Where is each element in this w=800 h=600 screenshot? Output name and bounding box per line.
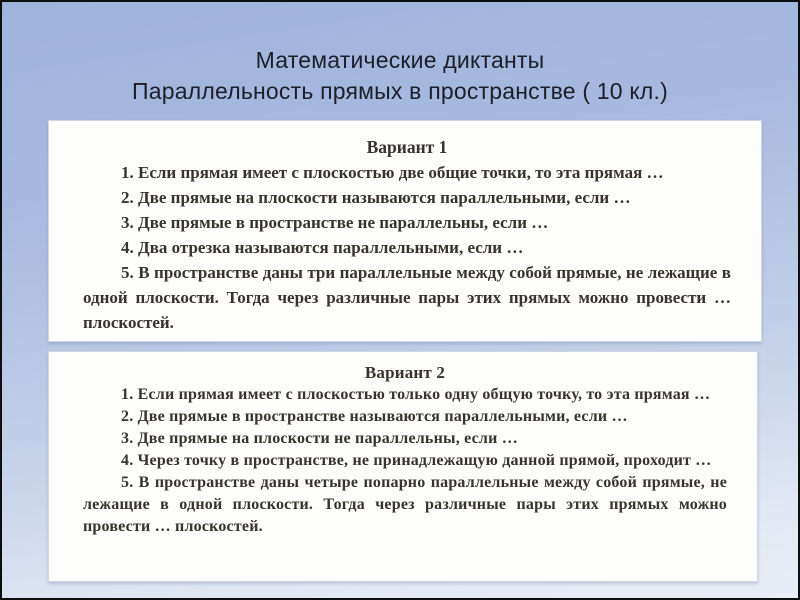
slide-title-line1: Математические диктанты [255,47,545,73]
variant2-card [48,351,758,582]
slide-title [2,45,798,107]
variant2-question-3: 3. Две прямые на плоскости не параллельны, если … [121,430,518,447]
variant1-card [48,120,762,342]
variant2-question-5: 5. В пространстве даны четыре попарно параллельные между собой прямые, не лежащие в одной плоскости. Тогда через различные пары этих прямых можно провести … плоскостей. [83,474,727,535]
variant1-question-3: 3. Две прямые в пространстве не параллельны, если … [121,213,549,232]
variant2-heading: Вариант 2 [364,363,446,382]
variant1-question-4: 4. Два отрезка называются параллельными, если … [121,238,524,257]
variant1-question-1: 1. Если прямая имеет с плоскостью две общие точки, то эта прямая … [121,163,664,182]
variant2-question-4: 4. Через точку в пространстве, не принадлежащую данной прямой, проходит … [121,452,712,469]
variant1-question-5: 5. В пространстве даны три параллельные между собой прямые, не лежащие в одной плоскости. Тогда через различные пары этих прямых можно провести … плоскостей. [83,263,731,332]
variant2-question-2: 2. Две прямые в пространстве называются параллельными, если … [121,408,628,425]
variant2-question-1: 1. Если прямая имеет с плоскостью только одну общую точку, то эта прямая … [121,386,711,403]
variant1-heading: Вариант 1 [366,137,448,157]
variant1-question-2: 2. Две прямые на плоскости называются параллельными, если … [121,188,631,207]
slide-title-line2: Параллельность прямых в пространстве ( 10 кл.) [132,78,668,104]
